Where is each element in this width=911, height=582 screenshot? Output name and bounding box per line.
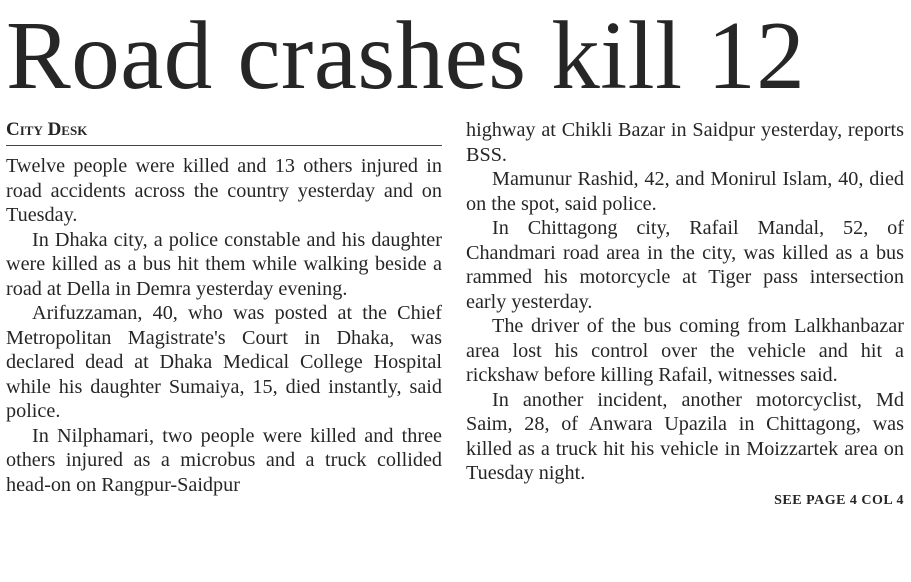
headline: Road crashes kill 12 [6, 2, 806, 109]
paragraph: Mamunur Rashid, 42, and Monirul Islam, 40, died on the spot, said police. [466, 168, 904, 215]
paragraph: The driver of the bus coming from Lalkhanbazar area lost his control over the vehicle and hit a rickshaw before killing Rafail, witnesses said. [466, 315, 904, 386]
paragraph: Arifuzzaman, 40, who was posted at the Chief Metropolitan Magistrate's Court in Dhaka, was declared dead at Dhaka Medical College Hospital while his daughter Sumaiya, 15, died instantly, said police. [6, 302, 442, 422]
paragraph: Twelve people were killed and 13 others injured in road accidents across the country yesterday and on Tuesday. [6, 155, 442, 226]
paragraph: highway at Chikli Bazar in Saidpur yesterday, reports BSS. [466, 119, 904, 166]
left-column [6, 118, 442, 497]
paragraph: In another incident, another motorcyclist, Md Saim, 28, of Anwara Upazila in Chittagong, was killed as a truck hit his vehicle in Moizzartek area on Tuesday night. [466, 388, 904, 484]
continuation-jump-line: SEE PAGE 4 COL 4 [774, 492, 904, 508]
paragraph: In Chittagong city, Rafail Mandal, 52, of Chandmari road area in the city, was killed as a bus rammed his motorcycle at Tiger pass intersection early yesterday. [466, 217, 904, 313]
byline: City Desk [6, 118, 442, 146]
paragraph: In Nilphamari, two people were killed and three others injured as a microbus and a truck collided head-on on Rangpur-Saidpur [6, 424, 442, 496]
right-column [466, 118, 904, 514]
paragraph: In Dhaka city, a police constable and his daughter were killed as a bus hit them while walking beside a road at Della in Demra yesterday evening. [6, 228, 442, 300]
